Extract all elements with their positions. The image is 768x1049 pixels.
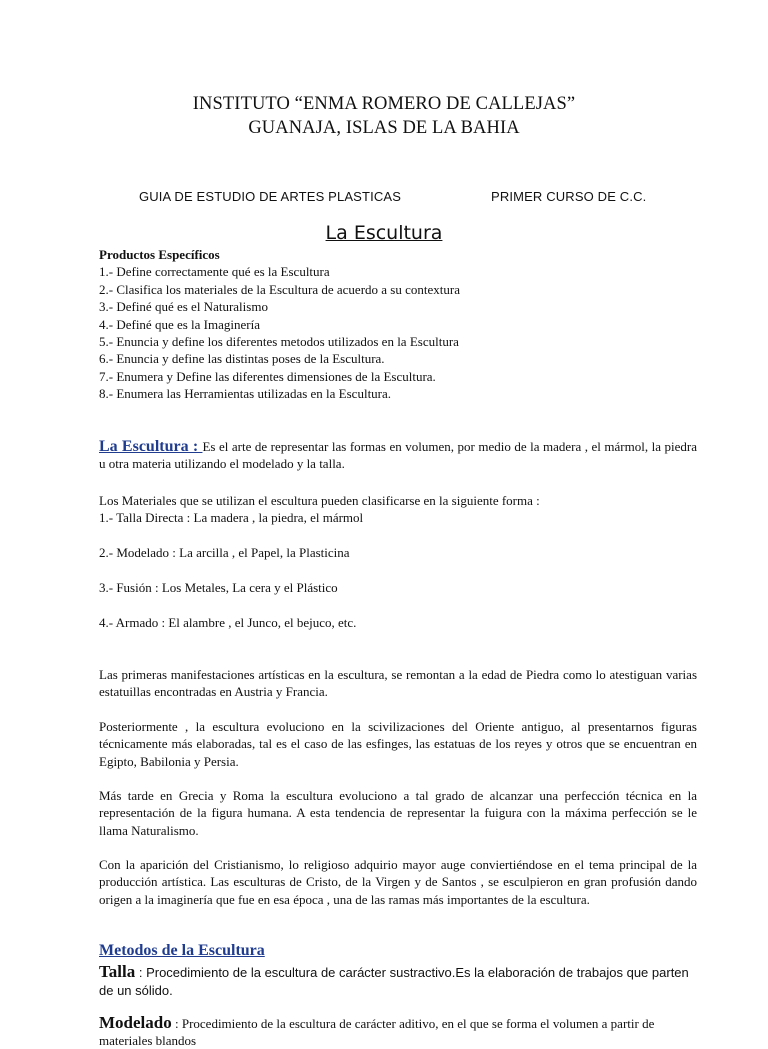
history-paragraph: Las primeras manifestaciones artísticas en la escultura, se remontan a la edad de Piedra como lo atestiguan varias estatuillas encontradas en Austria y Francia. bbox=[99, 667, 697, 700]
material-item: 2.- Modelado : La arcilla , el Papel, la Plasticina bbox=[99, 545, 350, 560]
definition-term: La Escultura : bbox=[99, 438, 203, 455]
definition-paragraph bbox=[99, 438, 697, 473]
materials-intro: Los Materiales que se utilizan el escultura pueden clasificarse en la siguiente forma : bbox=[99, 493, 540, 508]
material-item: 3.- Fusión : Los Metales, La cera y el Plástico bbox=[99, 580, 338, 595]
product-item: 4.- Definé que es la Imaginería bbox=[99, 316, 260, 332]
history-paragraph: Con la aparición del Cristianismo, lo religioso adquirio mayor auge conviertiéndose en el tema principal de la producción artística. Las esculturas de Cristo, de la Virgen y de Santos , se esculpieron en gran profusión dando origen a la imaginería que fue en esa época , una de las ramas más importantes de la escultura. bbox=[99, 857, 697, 907]
history-paragraph: Posteriormente , la escultura evoluciono en la scivilizaciones del Oriente antiguo, al presentarnos figuras técnicamente más elaboradas, tal es el caso de las esfinges, las estatuas de los reyes y otros que se encuentran en Egipto, Babilonia y Persia. bbox=[99, 719, 697, 769]
material-item: 4.- Armado : El alambre , el Junco, el bejuco, etc. bbox=[99, 615, 357, 630]
method-modelado-cut bbox=[99, 1013, 697, 1048]
talla-text: : Procedimiento de la escultura de carácter sustractivo.Es la elaboración de trabajos que parten de un sólido. bbox=[99, 965, 689, 998]
modelado-text: : Procedimiento de la escultura de carácter aditivo, en el que se forma el volumen a partir de materiales blandos bbox=[99, 1016, 655, 1048]
product-item: 8.- Enumera las Herramientas utilizadas en la Escultura. bbox=[99, 386, 392, 402]
school-location: GUANAJA, ISLAS DE LA BAHIA bbox=[248, 118, 520, 138]
guide-line bbox=[139, 189, 669, 204]
product-item: 1.- Define correctamente qué es la Escultura bbox=[99, 264, 330, 280]
product-item: 3.- Definé qué es el Naturalismo bbox=[99, 299, 268, 315]
history-paragraph: Más tarde en Grecia y Roma la escultura evoluciono a tal grado de alcanzar una perfección técnica en la representación de la figura humana. A esta tendencia de representar la fuigura con la máxima perfección se le llama Naturalismo. bbox=[99, 788, 697, 838]
product-item: 5.- Enuncia y define los diferentes metodos utilizados en la Escultura bbox=[99, 334, 459, 350]
material-item: 1.- Talla Directa : La madera , la piedra, el mármol bbox=[99, 510, 364, 526]
methods-title: Metodos de la Escultura bbox=[99, 942, 265, 959]
materials-section bbox=[99, 492, 697, 527]
modelado-term: Modelado bbox=[99, 1013, 172, 1032]
school-name: INSTITUTO “ENMA ROMERO DE CALLEJAS” bbox=[192, 94, 576, 114]
definition-text: Es el arte de representar las formas en volumen, por medio de la madera , el mármol, la piedra u otra materia utilizando el modelado y la talla. bbox=[99, 439, 697, 472]
products-heading: Productos Específicos bbox=[99, 247, 220, 262]
page-title: La Escultura bbox=[325, 222, 443, 244]
talla-term: Talla bbox=[99, 962, 136, 981]
product-item: 6.- Enuncia y define las distintas poses de la Escultura. bbox=[99, 351, 385, 367]
guide-course: PRIMER CURSO DE C.C. bbox=[491, 189, 647, 204]
product-item: 2.- Clasifica los materiales de la Escultura de acuerdo a su contextura bbox=[99, 281, 460, 297]
products-section bbox=[99, 246, 699, 403]
guide-subject: GUIA DE ESTUDIO DE ARTES PLASTICAS bbox=[139, 189, 402, 204]
school-header bbox=[0, 92, 768, 140]
product-item: 7.- Enumera y Define las diferentes dimensiones de la Escultura. bbox=[99, 368, 436, 384]
method-talla bbox=[99, 963, 697, 1000]
